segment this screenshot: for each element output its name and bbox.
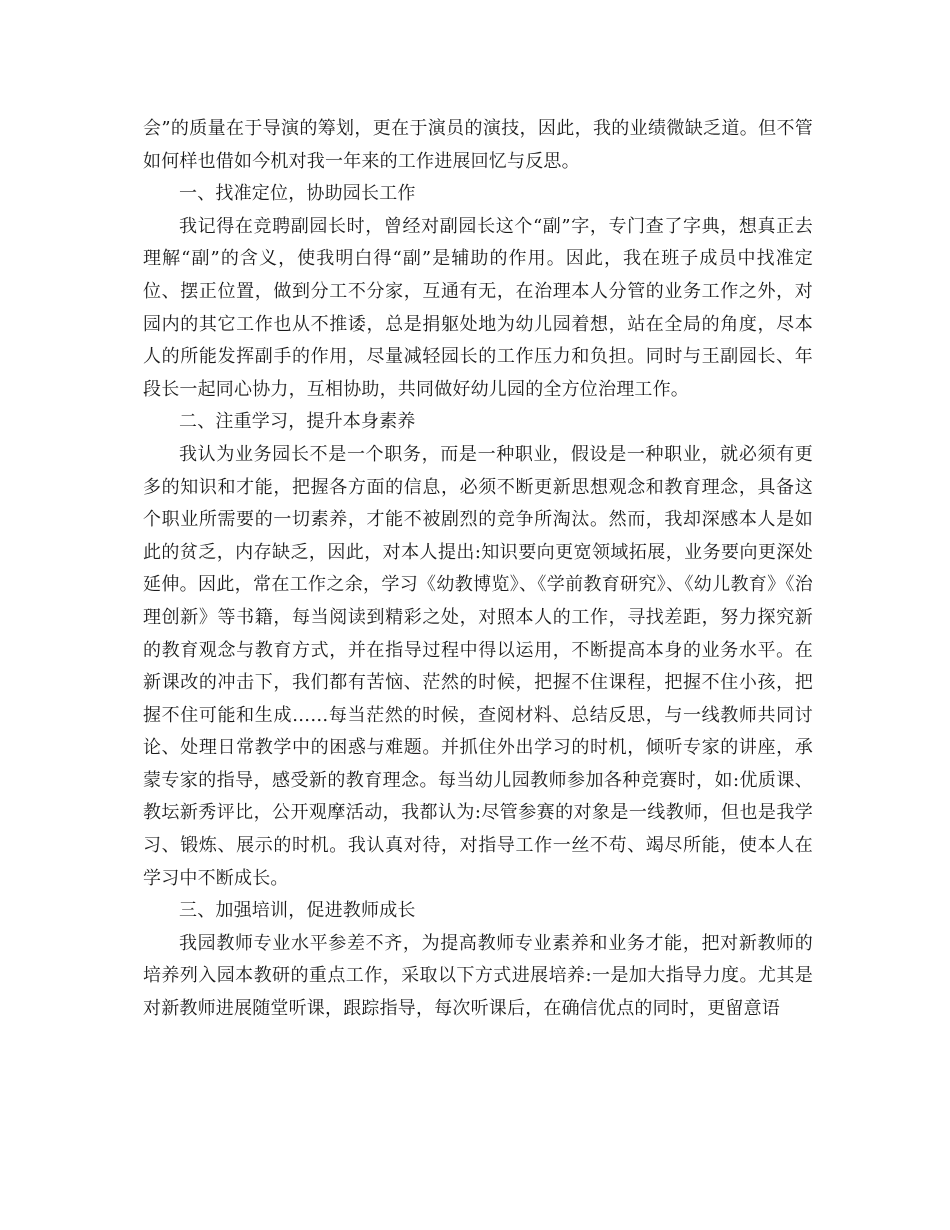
paragraph-section-2: 我认为业务园长不是一个职务，而是一种职业，假设是一种职业，就必须有更多的知识和才能，把握各方面的信息，必须不断更新思想观念和教育理念，具备这个职业所需要的一切素养，才能不被剧烈的竞争所淘汰。然而，我却深感本人是如此的贫乏，内存缺乏，因此，对本人提出:知识要向更宽领域拓展，业务要向更深处延伸。因此，常在工作之余，学习《幼教博览》、《学前教育研究》、《幼儿教育》《治理创新》等书籍，每当阅读到精彩之处，对照本人的工作，寻找差距，努力探究新的教育观念与教育方式，并在指导过程中得以运用，不断提高本身的业务水平。在新课改的冲击下，我们都有苦恼、茫然的时候，把握不住课程，把握不住小孩，把握不住可能和生成……每当茫然的时候，查阅材料、总结反思，与一线教师共同讨论、处理日常教学中的困惑与难题。并抓住外出学习的时机，倾听专家的讲座，承蒙专家的指导，感受新的教育理念。每当幼儿园教师参加各种竞赛时，如:优质课、教坛新秀评比，公开观摩活动，我都认为:尽管参赛的对象是一线教师，但也是我学习、锻炼、展示的时机。我认真对待，对指导工作一丝不苟、竭尽所能，使本人在学习中不断成长。 (143, 443, 813, 889)
paragraph-section-1: 我记得在竞聘副园长时，曾经对副园长这个“副”字，专门查了字典，想真正去理解“副”的含义，使我明白得“副”是辅助的作用。因此，我在班子成员中找准定位、摆正位置，做到分工不分家，互通有无，在治理本人分管的业务工作之外，对园内的其它工作也从不推诿，总是捐躯处地为幼儿园着想，站在全局的角度，尽本人的所能发挥副手的作用，尽量减轻园长的工作压力和负担。同时与王副园长、年段长一起同心协力，互相协助，共同做好幼儿园的全方位治理工作。 (143, 215, 813, 400)
section-heading-1: 一、找准定位，协助园长工作 (179, 183, 416, 205)
section-heading-3: 三、加强培训，促进教师成长 (179, 900, 416, 922)
section-heading-2: 二、注重学习，提升本身素养 (179, 411, 416, 433)
paragraph-intro-continuation: 会”的质量在于导演的筹划，更在于演员的演技，因此，我的业绩微缺乏道。但不管如何样也借如今机对我一年来的工作进展回忆与反思。 (143, 118, 813, 172)
document-body (143, 113, 813, 1026)
paragraph-section-3: 我园教师专业水平参差不齐，为提高教师专业素养和业务才能，把对新教师的培养列入园本教研的重点工作，采取以下方式进展培养:一是加大指导力度。尤其是对新教师进展随堂听课，跟踪指导，每次听课后，在确信优点的同时，更留意语 (143, 932, 813, 1020)
